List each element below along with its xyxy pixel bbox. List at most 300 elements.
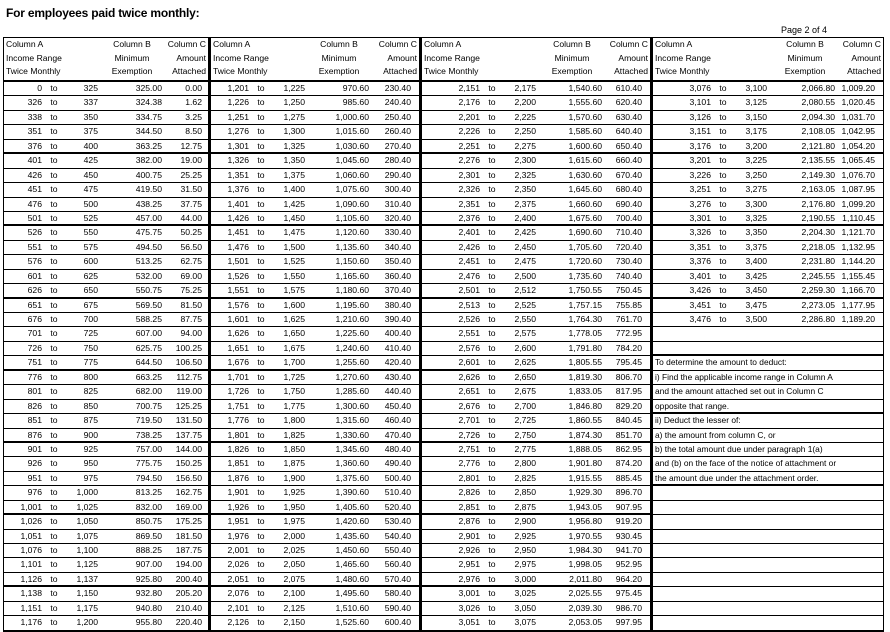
income-range-low: 1,426	[227, 212, 249, 223]
income-range-low: 1,951	[227, 516, 249, 527]
column-a-header: Twice Monthly	[424, 66, 479, 76]
range-separator: to	[488, 140, 496, 151]
range-separator: to	[488, 256, 496, 267]
income-range-low: 3,301	[689, 212, 711, 223]
table-row	[422, 241, 650, 255]
income-range-high: 925	[83, 443, 98, 454]
amount-attached: 1,177.95	[841, 299, 875, 310]
column-a-header: Twice Monthly	[655, 66, 710, 76]
table-row	[653, 198, 883, 212]
range-separator: to	[257, 429, 265, 440]
table-row	[211, 212, 419, 226]
income-range-low: 3,251	[689, 184, 711, 195]
range-separator: to	[488, 212, 496, 223]
amount-attached: 400.40	[384, 328, 411, 339]
table-row	[422, 544, 650, 558]
income-range-high: 750	[83, 342, 98, 353]
range-separator: to	[257, 559, 265, 570]
range-separator: to	[257, 184, 265, 195]
income-range-high: 500	[83, 198, 98, 209]
range-separator: to	[50, 111, 58, 122]
column-b-header: Exemption	[318, 66, 360, 76]
range-separator: to	[50, 545, 58, 555]
range-separator: to	[257, 285, 265, 296]
income-range-high: 2,725	[514, 415, 536, 426]
amount-attached: 784.20	[615, 342, 642, 353]
amount-attached: 310.40	[384, 198, 411, 209]
column-b-header: Exemption	[551, 66, 593, 76]
minimum-exemption: 1,764.30	[568, 314, 602, 324]
range-separator: to	[257, 111, 265, 122]
income-range-high: 3,225	[745, 155, 767, 166]
income-range-high: 3,400	[745, 256, 767, 267]
minimum-exemption: 1,956.80	[568, 516, 602, 527]
minimum-exemption: 1,929.30	[568, 487, 602, 498]
minimum-exemption: 2,163.05	[801, 184, 835, 195]
exemption-table	[3, 37, 884, 632]
income-range-low: 426	[27, 169, 42, 180]
table-row	[211, 342, 419, 356]
minimum-exemption: 1,315.60	[335, 415, 369, 426]
minimum-exemption: 2,094.30	[801, 111, 835, 122]
minimum-exemption: 1,030.60	[335, 140, 369, 151]
income-range-high: 350	[83, 111, 98, 122]
income-range-high: 450	[83, 169, 98, 180]
column-a-header: Income Range	[213, 52, 269, 63]
table-row	[4, 270, 208, 284]
minimum-exemption: 1,225.60	[335, 328, 369, 339]
table-row	[211, 544, 419, 558]
income-range-low: 338	[27, 111, 42, 122]
income-range-high: 400	[83, 140, 98, 151]
range-separator: to	[488, 126, 496, 137]
amount-attached: 1,155.45	[841, 270, 875, 281]
table-row	[422, 602, 650, 616]
blank-row	[653, 530, 883, 544]
table-row	[422, 82, 650, 96]
income-range-high: 475	[83, 184, 98, 195]
income-range-low: 2,101	[227, 602, 249, 613]
minimum-exemption: 1,210.60	[335, 314, 369, 324]
range-separator: to	[488, 530, 496, 541]
amount-attached: 162.75	[175, 487, 202, 498]
income-range-low: 2,451	[458, 256, 480, 267]
minimum-exemption: 1,570.60	[568, 111, 602, 122]
income-range-high: 2,375	[514, 198, 536, 209]
range-separator: to	[50, 386, 58, 397]
income-range-high: 2,500	[514, 270, 536, 281]
minimum-exemption: 1,915.55	[568, 472, 602, 483]
table-row	[422, 226, 650, 240]
amount-attached: 1,144.20	[841, 256, 875, 267]
income-range-high: 2,900	[514, 516, 536, 527]
minimum-exemption: 925.80	[135, 573, 162, 584]
income-range-low: 1,051	[20, 530, 42, 541]
amount-attached: 1,065.45	[841, 155, 875, 166]
income-range-low: 1,826	[227, 443, 249, 454]
amount-attached: 896.70	[615, 487, 642, 498]
page-number: Page 2 of 4	[781, 25, 828, 35]
column-c-header: Attached	[172, 66, 206, 76]
income-range-high: 1,700	[283, 357, 305, 368]
amount-attached: 94.00	[180, 328, 202, 339]
income-range-low: 551	[27, 241, 42, 252]
range-separator: to	[719, 285, 727, 296]
range-separator: to	[488, 299, 496, 310]
minimum-exemption: 738.25	[135, 429, 162, 440]
range-separator: to	[488, 617, 496, 628]
column-a-header: Income Range	[655, 52, 711, 63]
table-row	[653, 284, 883, 298]
minimum-exemption: 1,270.60	[335, 371, 369, 382]
income-range-high: 2,175	[514, 83, 536, 93]
amount-attached: 1,087.95	[841, 184, 875, 195]
table-row	[4, 616, 208, 630]
range-separator: to	[50, 212, 58, 223]
income-range-high: 375	[83, 126, 98, 137]
table-row	[4, 96, 208, 110]
income-range-low: 501	[27, 212, 42, 223]
income-range-high: 1,500	[283, 241, 305, 252]
income-range-high: 1,825	[283, 429, 305, 440]
amount-attached: 87.75	[180, 314, 202, 324]
income-range-high: 875	[83, 415, 98, 426]
income-range-low: 1,776	[227, 415, 249, 426]
minimum-exemption: 382.00	[135, 155, 162, 166]
range-separator: to	[257, 588, 265, 599]
minimum-exemption: 2,231.80	[801, 256, 835, 267]
amount-attached: 290.40	[384, 169, 411, 180]
income-range-high: 2,250	[514, 126, 536, 137]
income-range-high: 2,125	[283, 602, 305, 613]
minimum-exemption: 1,240.60	[335, 342, 369, 353]
amount-attached: 1,099.20	[841, 198, 875, 209]
income-range-low: 2,026	[227, 559, 249, 570]
income-range-high: 1,800	[283, 415, 305, 426]
minimum-exemption: 813.25	[135, 487, 162, 498]
minimum-exemption: 532.00	[135, 270, 162, 281]
income-range-low: 1,726	[227, 386, 249, 397]
amount-attached: 610.40	[615, 83, 642, 93]
income-range-low: 826	[27, 400, 42, 411]
income-range-high: 2,225	[514, 111, 536, 122]
income-range-low: 2,376	[458, 212, 480, 223]
income-range-high: 1,150	[76, 588, 98, 599]
minimum-exemption: 1,330.60	[335, 429, 369, 440]
table-row	[211, 313, 419, 327]
table-row	[4, 169, 208, 183]
income-range-high: 2,875	[514, 501, 536, 512]
range-separator: to	[488, 371, 496, 382]
range-separator: to	[488, 415, 496, 426]
income-range-high: 1,100	[76, 545, 98, 555]
income-range-low: 0	[37, 83, 42, 93]
amount-attached: 1,076.70	[841, 169, 875, 180]
minimum-exemption: 2,135.55	[801, 155, 835, 166]
table-row	[4, 472, 208, 486]
income-range-low: 1,351	[227, 169, 249, 180]
table-row	[422, 255, 650, 269]
minimum-exemption: 1,510.60	[335, 602, 369, 613]
income-range-high: 1,025	[76, 501, 98, 512]
range-separator: to	[50, 443, 58, 454]
minimum-exemption: 1,860.55	[568, 415, 602, 426]
range-separator: to	[488, 458, 496, 469]
blank-row	[653, 558, 883, 572]
table-row	[422, 429, 650, 443]
table-row	[422, 457, 650, 471]
instruction-line: To determine the amount to deduct:	[653, 356, 883, 370]
minimum-exemption: 1,090.60	[335, 198, 369, 209]
range-separator: to	[257, 140, 265, 151]
range-separator: to	[257, 256, 265, 267]
income-range-low: 1,276	[227, 126, 249, 137]
income-range-low: 1,601	[227, 314, 249, 324]
amount-attached: 907.95	[615, 501, 642, 512]
income-range-low: 3,101	[689, 97, 711, 108]
income-range-low: 876	[27, 429, 42, 440]
minimum-exemption: 2,149.30	[801, 169, 835, 180]
amount-attached: 1,020.45	[841, 97, 875, 108]
amount-attached: 500.40	[384, 472, 411, 483]
table-row	[422, 530, 650, 544]
table-row	[211, 414, 419, 428]
amount-attached: 119.00	[176, 386, 202, 397]
amount-attached: 460.40	[384, 415, 411, 426]
minimum-exemption: 955.80	[135, 617, 162, 628]
amount-attached: 240.40	[384, 97, 411, 108]
amount-attached: 975.45	[615, 588, 642, 599]
range-separator: to	[257, 198, 265, 209]
income-range-high: 2,325	[514, 169, 536, 180]
income-range-high: 1,125	[76, 559, 98, 570]
income-range-high: 3,200	[745, 140, 767, 151]
amount-attached: 851.70	[615, 429, 642, 440]
range-separator: to	[488, 573, 496, 584]
income-range-low: 2,951	[458, 559, 480, 570]
income-range-high: 2,200	[514, 97, 536, 108]
amount-attached: 187.75	[175, 545, 202, 555]
range-separator: to	[50, 299, 58, 310]
income-range-low: 3,276	[689, 198, 711, 209]
income-range-low: 1,026	[20, 516, 42, 527]
amount-attached: 200.40	[175, 573, 202, 584]
income-range-low: 401	[27, 155, 42, 166]
table-row	[4, 544, 208, 558]
minimum-exemption: 700.75	[135, 400, 162, 411]
income-range-low: 3,176	[689, 140, 711, 151]
minimum-exemption: 985.60	[342, 97, 369, 108]
income-range-high: 675	[83, 299, 98, 310]
minimum-exemption: 2,286.80	[801, 314, 835, 324]
table-row	[422, 472, 650, 486]
blank-row	[653, 327, 883, 341]
range-separator: to	[257, 400, 265, 411]
amount-attached: 420.40	[384, 357, 411, 368]
table-row	[211, 457, 419, 471]
amount-attached: 3.25	[185, 111, 202, 122]
income-range-low: 1,626	[227, 328, 249, 339]
table-row	[4, 111, 208, 125]
column-c-header: Amount	[851, 52, 881, 63]
minimum-exemption: 1,360.60	[335, 458, 369, 469]
minimum-exemption: 1,970.55	[568, 530, 602, 541]
minimum-exemption: 907.00	[135, 559, 162, 570]
table-row	[422, 573, 650, 587]
minimum-exemption: 1,735.60	[568, 270, 602, 281]
table-row	[4, 299, 208, 313]
minimum-exemption: 644.50	[135, 357, 162, 368]
income-range-low: 2,513	[458, 299, 480, 310]
range-separator: to	[50, 501, 58, 512]
range-separator: to	[488, 559, 496, 570]
table-row	[211, 371, 419, 385]
minimum-exemption: 2,011.80	[569, 573, 602, 584]
range-separator: to	[257, 97, 265, 108]
table-row	[211, 226, 419, 240]
blank-row	[653, 486, 883, 500]
range-separator: to	[257, 83, 265, 93]
income-range-high: 1,075	[76, 530, 98, 541]
amount-attached: 37.75	[180, 198, 202, 209]
amount-attached: 340.40	[384, 241, 411, 252]
income-range-low: 1,138	[20, 588, 42, 599]
income-range-low: 2,526	[458, 314, 480, 324]
amount-attached: 480.40	[384, 443, 411, 454]
blank-row	[653, 515, 883, 529]
column-b-header: Minimum	[321, 52, 357, 63]
minimum-exemption: 682.00	[135, 386, 162, 397]
income-range-low: 3,151	[689, 126, 711, 137]
range-separator: to	[50, 357, 58, 368]
income-range-low: 1,801	[227, 429, 249, 440]
income-range-low: 2,751	[458, 443, 480, 454]
table-row	[211, 111, 419, 125]
range-separator: to	[50, 126, 58, 137]
range-separator: to	[488, 241, 496, 252]
income-range-high: 2,850	[514, 487, 536, 498]
income-range-high: 3,075	[514, 617, 536, 628]
income-range-high: 1,975	[283, 516, 305, 527]
income-range-low: 701	[27, 328, 42, 339]
column-a-header: Income Range	[6, 52, 62, 63]
income-range-low: 2,901	[458, 530, 480, 541]
table-row	[4, 573, 208, 587]
range-separator: to	[488, 314, 496, 324]
amount-attached: 220.40	[175, 617, 202, 628]
minimum-exemption: 2,121.80	[801, 140, 835, 151]
table-row	[211, 530, 419, 544]
amount-attached: 720.40	[615, 241, 642, 252]
table-row	[211, 472, 419, 486]
amount-attached: 560.40	[384, 559, 411, 570]
amount-attached: 131.50	[175, 415, 202, 426]
table-row	[653, 299, 883, 313]
minimum-exemption: 794.50	[135, 472, 162, 483]
amount-attached: 1,009.20	[841, 83, 875, 93]
income-range-high: 775	[83, 357, 98, 368]
minimum-exemption: 1,750.55	[568, 285, 602, 296]
instruction-line: and the amount attached set out in Column C	[653, 385, 883, 399]
table-row	[653, 183, 883, 197]
income-range-high: 2,950	[514, 545, 536, 555]
minimum-exemption: 1,375.60	[335, 472, 369, 483]
range-separator: to	[488, 472, 496, 483]
table-row	[653, 313, 883, 327]
income-range-high: 1,225	[283, 83, 305, 93]
amount-attached: 885.45	[615, 472, 642, 483]
amount-attached: 250.40	[384, 111, 411, 122]
amount-attached: 350.40	[384, 256, 411, 267]
minimum-exemption: 2,218.05	[801, 241, 835, 252]
minimum-exemption: 1,675.60	[568, 212, 602, 223]
range-separator: to	[257, 241, 265, 252]
table-row	[211, 241, 419, 255]
instruction-line: b) the total amount due under paragraph 1(a)	[653, 443, 883, 457]
income-range-low: 526	[27, 227, 42, 238]
table-row	[211, 255, 419, 269]
income-range-low: 976	[27, 487, 42, 498]
table-row	[4, 342, 208, 356]
column-c-header: Column C	[167, 39, 206, 49]
range-separator: to	[257, 545, 265, 555]
income-range-high: 1,525	[283, 256, 305, 267]
minimum-exemption: 940.80	[135, 602, 162, 613]
income-range-high: 1,600	[283, 299, 305, 310]
minimum-exemption: 513.25	[135, 256, 162, 267]
minimum-exemption: 1,600.60	[568, 140, 602, 151]
income-range-low: 1,126	[20, 573, 42, 584]
minimum-exemption: 1,791.80	[568, 342, 602, 353]
amount-attached: 1,121.70	[841, 227, 875, 238]
amount-attached: 710.40	[615, 227, 642, 238]
income-range-low: 951	[27, 472, 42, 483]
table-group-3	[421, 37, 652, 632]
amount-attached: 230.40	[384, 83, 411, 93]
minimum-exemption: 970.60	[342, 83, 369, 93]
minimum-exemption: 438.25	[135, 198, 162, 209]
minimum-exemption: 1,778.05	[568, 328, 602, 339]
income-range-low: 2,776	[458, 458, 480, 469]
column-a-header: Twice Monthly	[213, 66, 268, 76]
range-separator: to	[50, 184, 58, 195]
minimum-exemption: 2,273.05	[801, 299, 835, 310]
income-range-low: 2,501	[458, 285, 480, 296]
income-range-low: 651	[27, 299, 42, 310]
range-separator: to	[50, 415, 58, 426]
income-range-low: 1,251	[227, 111, 249, 122]
amount-attached: 1.62	[185, 97, 202, 108]
income-range-high: 1,275	[283, 111, 305, 122]
table-row	[422, 169, 650, 183]
table-row	[422, 212, 650, 226]
instruction-line: the amount due under the attachment order.	[653, 472, 883, 486]
income-range-high: 575	[83, 241, 98, 252]
table-row	[211, 486, 419, 500]
range-separator: to	[50, 617, 58, 628]
income-range-low: 1,101	[20, 559, 42, 570]
table-row	[422, 125, 650, 139]
income-range-low: 926	[27, 458, 42, 469]
minimum-exemption: 1,888.05	[568, 443, 602, 454]
minimum-exemption: 2,025.55	[568, 588, 602, 599]
income-range-low: 2,651	[458, 386, 480, 397]
table-row	[422, 400, 650, 414]
income-range-high: 1,325	[283, 140, 305, 151]
column-a-header: Column A	[424, 39, 462, 49]
range-separator: to	[488, 97, 496, 108]
range-separator: to	[50, 169, 58, 180]
